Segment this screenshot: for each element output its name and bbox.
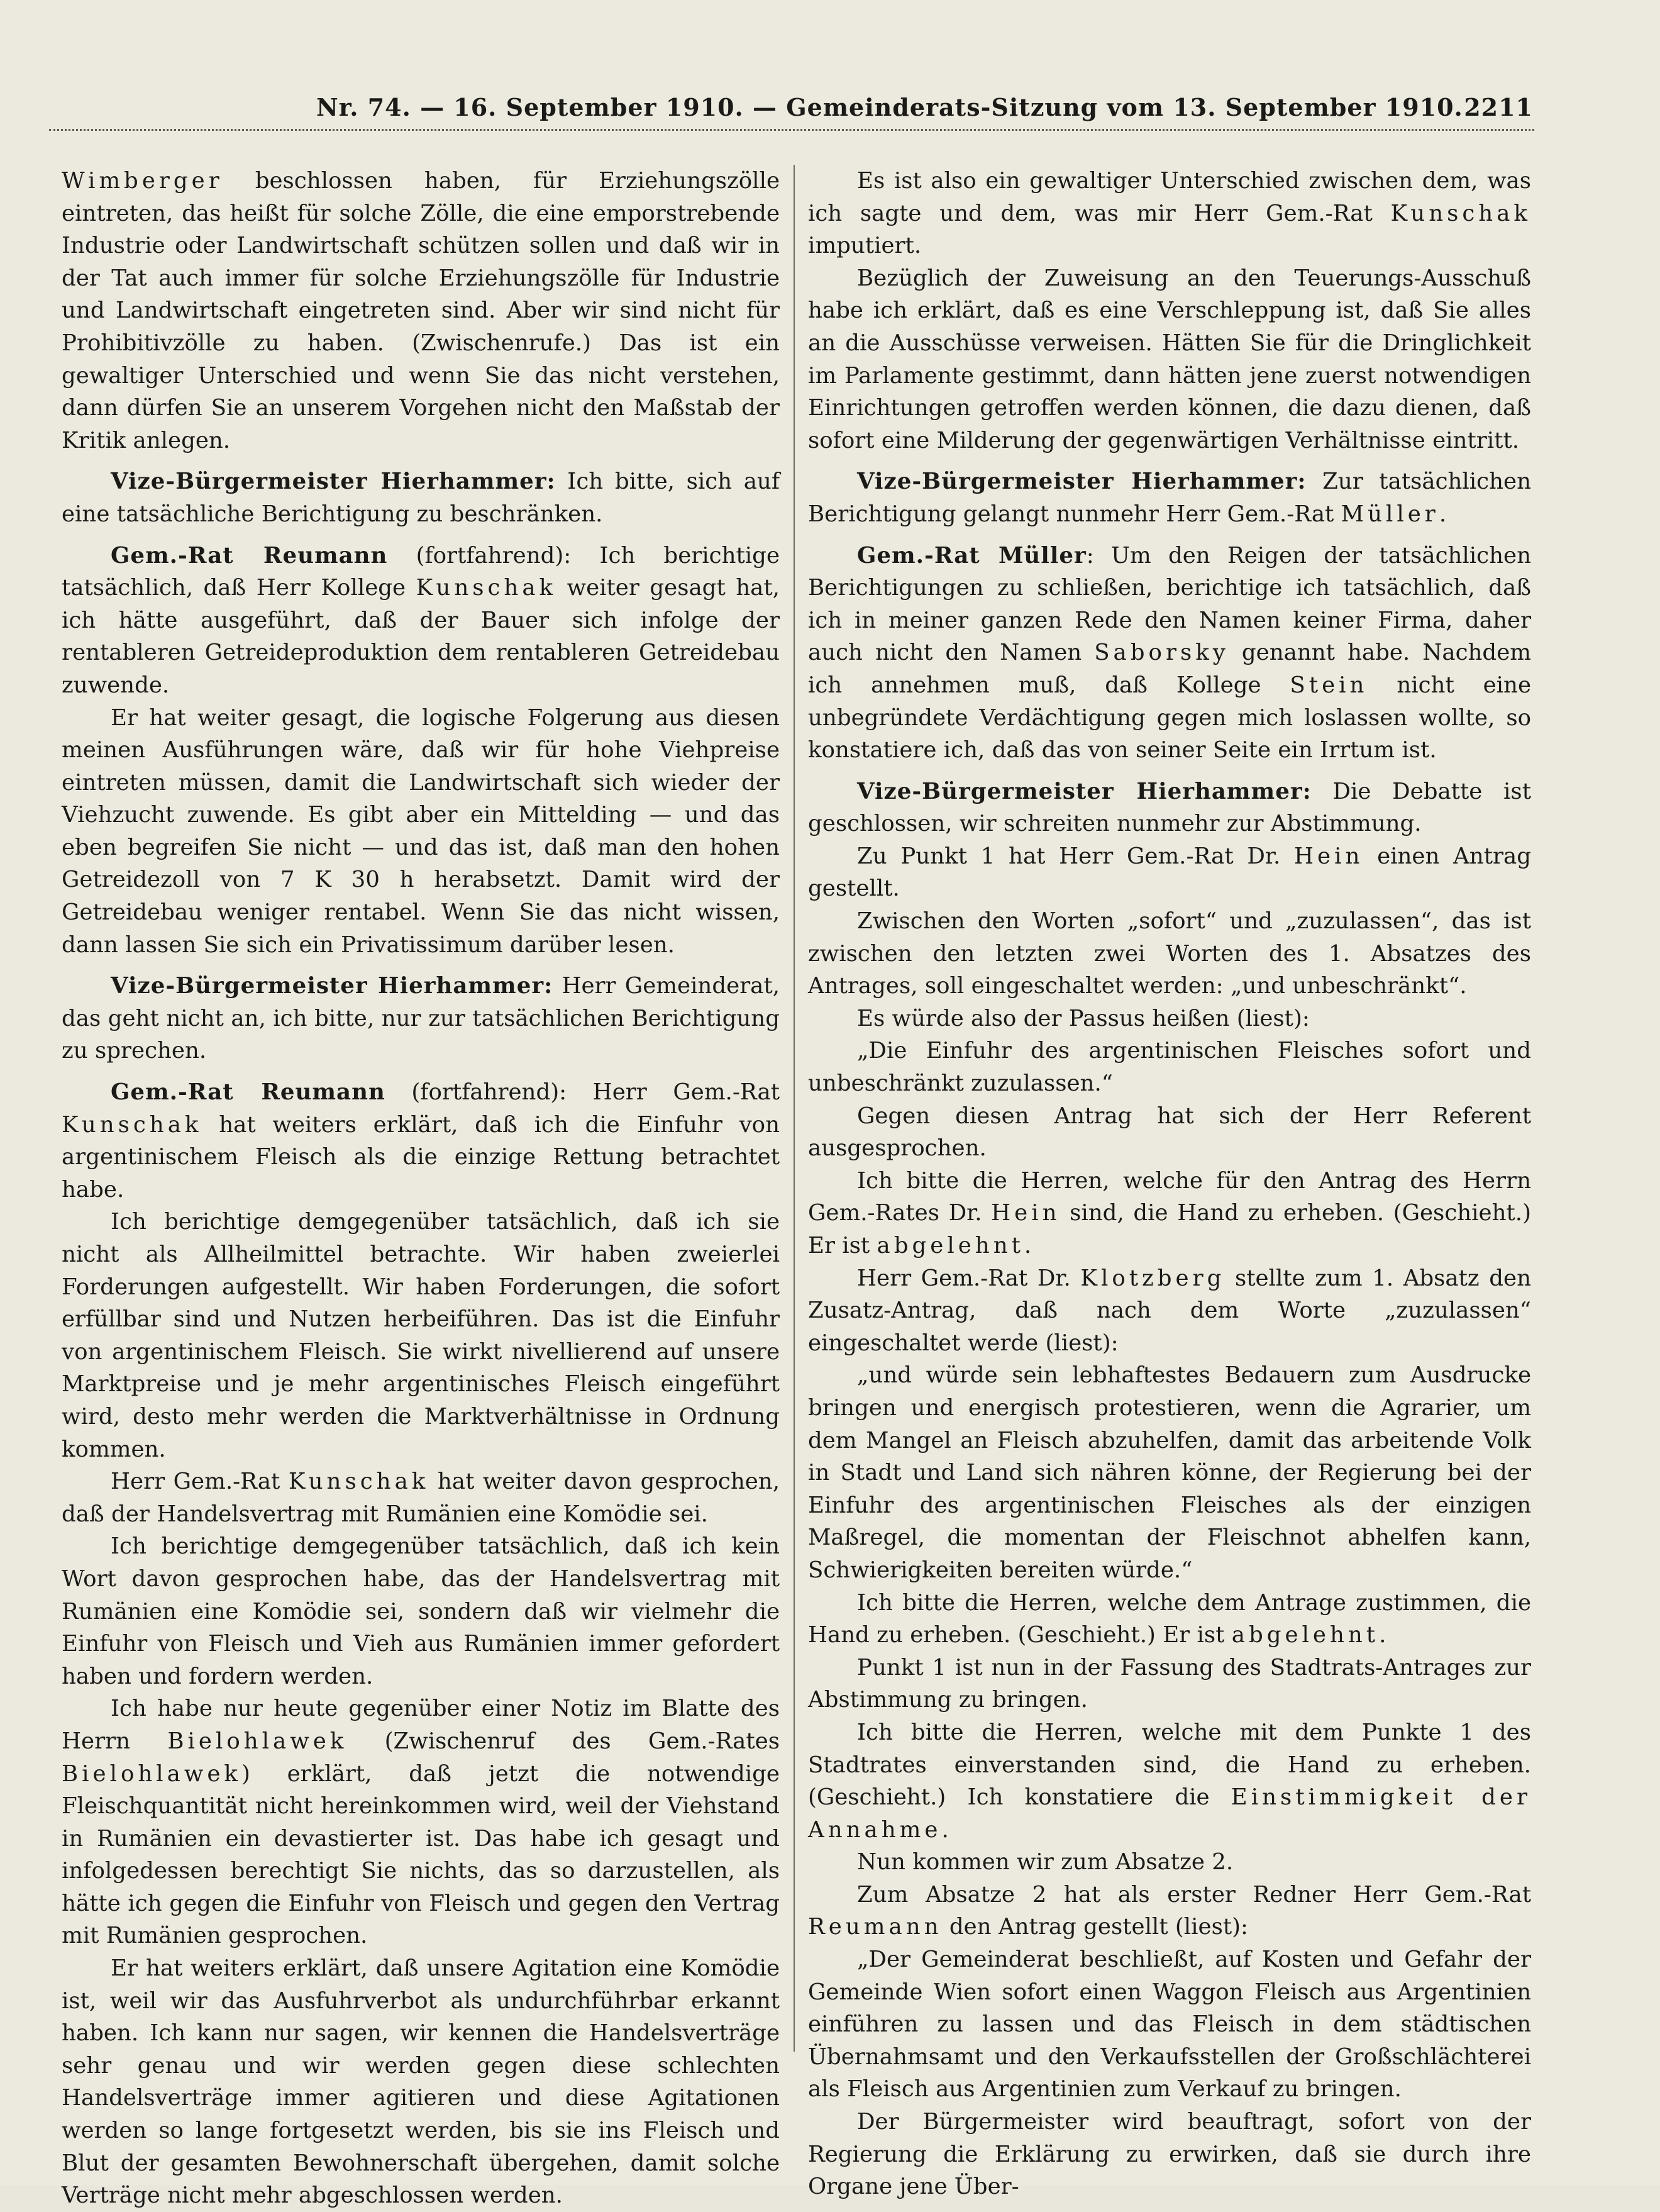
paragraph bbox=[808, 1879, 1531, 1943]
text-run: hat weiters erklärt, daß ich die Einfuhr von argentinischem Fleisch als die einzige Rettung betrachtet habe. bbox=[62, 1111, 780, 1203]
spaced-name: abgelehnt bbox=[1231, 1622, 1380, 1648]
text-run: Zwischen den Worten „sofort“ und „zuzulassen“, das ist zwischen den letzten zwei Worten des 1. Absatzes des Antrages, soll eingeschaltet werden: „und unbeschränkt“. bbox=[808, 908, 1531, 999]
speaker-name: Vize-Bürgermeister Hierhammer: bbox=[857, 778, 1312, 804]
spaced-name: Kunschak bbox=[62, 1111, 202, 1138]
spaced-name: Müller bbox=[1341, 501, 1439, 527]
spaced-name: Bielohlawek bbox=[62, 1760, 241, 1787]
text-run: . bbox=[1439, 501, 1447, 527]
page-number: 2211 bbox=[1464, 93, 1533, 121]
page-header bbox=[49, 88, 1533, 132]
text-run: Ich bitte die Herren, welche für den Antrag des Herrn Gem.-Rates Dr. bbox=[808, 1167, 1531, 1226]
text-run: Er hat weiter gesagt, die logische Folgerung aus diesen meinen Ausführungen wäre, daß wir für hohe Viehpreise eintreten müssen, damit die Landwirtschaft sich wieder der Viehzucht zuwende. Es gibt aber ein Mittelding — und das eben begreifen Sie nicht — und das ist, daß man den hohen Getreidezoll von 7 K 30 h herabsetzt. Damit wird der Getreidebau weniger rentabel. Wenn Sie das nicht wissen, dann lassen Sie sich ein Privatissimum darüber lesen. bbox=[62, 704, 780, 958]
paragraph bbox=[62, 465, 780, 530]
paragraph bbox=[808, 1716, 1531, 1846]
text-run: : Um den Reigen der tatsächlichen Berichtigungen zu schließen, berichtige ich tatsächlich, daß ich in meiner ganzen Rede den Namen keiner Firma, daher auch nicht den Namen bbox=[808, 542, 1531, 666]
text-run: Ich bitte die Herren, welche mit dem Punkte 1 des Stadtrates einverstanden sind, die Hand zu erheben. (Geschieht.) Ich konstatiere die bbox=[808, 1719, 1531, 1811]
text-run: Herr Gem.-Rat Dr. bbox=[857, 1265, 1081, 1291]
header-rule bbox=[49, 129, 1534, 137]
text-run: Gegen diesen Antrag hat sich der Herr Referent ausgesprochen. bbox=[808, 1103, 1531, 1162]
text-run: Zu Punkt 1 hat Herr Gem.-Rat Dr. bbox=[857, 843, 1294, 869]
right-column bbox=[808, 165, 1532, 2200]
text-run: Die Debatte ist geschlossen, wir schreiten nunmehr zur Abstimmung. bbox=[808, 778, 1531, 837]
spaced-name: Wimberger bbox=[62, 168, 223, 194]
text-run: genannt habe. Nachdem ich annehmen muß, daß Kollege bbox=[808, 640, 1531, 698]
spaced-name: Hein bbox=[991, 1200, 1061, 1226]
text-run: einen Antrag gestellt. bbox=[808, 843, 1531, 902]
paragraph bbox=[808, 2106, 1531, 2203]
paragraph bbox=[62, 1692, 780, 1952]
running-title: Nr. 74. — 16. September 1910. — Gemeinderats-Sitzung vom 13. September 1910. bbox=[316, 93, 1463, 121]
speaker-name: Gem.-Rat Müller bbox=[857, 542, 1087, 569]
text-run: . bbox=[1379, 1622, 1386, 1648]
paragraph bbox=[808, 262, 1531, 457]
text-run: Punkt 1 ist nun in der Fassung des Stadtrats-Antrages zur Abstimmung zu bringen. bbox=[808, 1654, 1531, 1713]
spaced-name: Kunschak bbox=[416, 575, 557, 601]
text-run: Ich berichtige demgegenüber tatsächlich, daß ich sie nicht als Allheilmittel betrachte. Wir haben zweierlei Forderungen aufgestellt. Wir haben Forderungen, die sofort erfüllbar sind und Nutzen herbeiführen. Das ist die Einfuhr von argentinischem Fleisch. Sie wirkt nivellierend auf unsere Marktpreise und je mehr argentinisches Fleisch eingeführt wird, desto mehr werden die Marktverhältnisse in Ordnung kommen. bbox=[62, 1209, 780, 1462]
text-run: sind, die Hand zu erheben. (Geschieht.) Er ist bbox=[808, 1200, 1531, 1259]
paragraph bbox=[808, 540, 1531, 767]
paragraph bbox=[808, 1652, 1531, 1716]
paragraph bbox=[808, 840, 1531, 905]
speaker-name: Vize-Bürgermeister Hierhammer: bbox=[111, 469, 556, 495]
text-run: Zum Absatze 2 hat als erster Redner Herr Gem.-Rat bbox=[857, 1881, 1531, 1908]
speaker-name: Gem.-Rat Reumann bbox=[111, 542, 388, 569]
text-run: (fortfahrend): Ich berichtige tatsächlich, daß Herr Kollege bbox=[62, 542, 780, 601]
spaced-name: Reumann bbox=[808, 1914, 943, 1940]
text-run: „Der Gemeinderat beschließt, auf Kosten und Gefahr der Gemeinde Wien sofort einen Waggon Fleisch aus Argentinien einführen zu lassen und das Fleisch in dem städtischen Übernahmsamt und den Verkaufsstellen der Großschlächterei als Fleisch aus Argentinien zum Verkauf zu bringen. bbox=[808, 1947, 1531, 2103]
text-run: Herr Gemeinderat, das geht nicht an, ich bitte, nur zur tatsächlichen Berichtigung zu sprechen. bbox=[62, 973, 780, 1064]
text-run: „Die Einfuhr des argentinischen Fleisches sofort und unbeschränkt zuzulassen.“ bbox=[808, 1038, 1531, 1097]
text-run: Nun kommen wir zum Absatze 2. bbox=[857, 1849, 1234, 1876]
text-run: Ich bitte die Herren, welche dem Antrage zustimmen, die Hand zu erheben. (Geschieht.) Er ist bbox=[808, 1589, 1531, 1648]
paragraph bbox=[808, 1035, 1531, 1099]
text-run: Zur tatsächlichen Berichtigung gelangt nunmehr Herr Gem.-Rat bbox=[808, 469, 1531, 527]
text-run: Ich bitte, sich auf eine tatsächliche Berichtigung zu beschränken. bbox=[62, 469, 780, 527]
paragraph bbox=[808, 1262, 1531, 1360]
left-column bbox=[62, 165, 780, 2209]
text-run: Er hat weiters erklärt, daß unsere Agitation eine Komödie ist, weil wir das Ausfuhrverbot als undurchführbar erkannt haben. Ich kann nur sagen, wir kennen die Handelsverträge sehr genau und wir werden gegen diese schlechten Handelsverträge immer agitieren und diese Agitationen werden so lange fortgesetzt werden, bis sie ins Fleisch und Blut der gesamten Bewohnerschaft übergehen, damit solche Verträge nicht mehr abgeschlossen werden. bbox=[62, 1955, 780, 2209]
text-run: Bezüglich der Zuweisung an den Teuerungs-Ausschuß habe ich erklärt, daß es eine Verschleppung ist, daß Sie alles an die Ausschüsse verweisen. Hätten Sie für die Dringlichkeit im Parlamente gestimmt, dann hätten jene zuerst notwendigen Einrichtungen getroffen werden können, die dazu dienen, daß sofort eine Milderung der gegenwärtigen Verhältnisse eintritt. bbox=[808, 265, 1531, 453]
text-run: Ich habe nur heute gegenüber einer Notiz im Blatte des Herrn bbox=[62, 1696, 780, 1754]
paragraph bbox=[62, 1465, 780, 1530]
spaced-name: Bielohlawek bbox=[167, 1728, 348, 1754]
spaced-name: Stein bbox=[1290, 672, 1368, 698]
text-run: Es würde also der Passus heißen (liest): bbox=[857, 1005, 1310, 1031]
paragraph bbox=[808, 1587, 1531, 1652]
paragraph bbox=[62, 1076, 780, 1206]
paragraph bbox=[62, 540, 780, 702]
paragraph bbox=[808, 1359, 1531, 1586]
spaced-name: Kunschak bbox=[1390, 200, 1531, 226]
text-run: den Antrag gestellt (liest): bbox=[942, 1914, 1249, 1940]
paragraph bbox=[62, 970, 780, 1067]
paragraph bbox=[62, 1952, 780, 2212]
paragraph bbox=[808, 1003, 1531, 1035]
speaker-name: Vize-Bürgermeister Hierhammer: bbox=[111, 973, 553, 999]
paragraph bbox=[62, 1206, 780, 1465]
spaced-name: Kunschak bbox=[288, 1469, 429, 1495]
text-run: Es ist also ein gewaltiger Unterschied zwischen dem, was ich sagte und dem, was mir Herr Gem.-Rat bbox=[808, 168, 1531, 226]
text-run: Der Bürgermeister wird beauftragt, sofort von der Regierung die Erklärung zu erwirken, daß sie durch ihre Organe jene Über- bbox=[808, 2109, 1531, 2200]
spaced-name: Saborsky bbox=[1094, 640, 1229, 666]
text-run: hat weiter davon gesprochen, daß der Handelsvertrag mit Rumänien eine Komödie sei. bbox=[62, 1469, 780, 1527]
paragraph bbox=[62, 1530, 780, 1692]
speaker-name: Gem.-Rat Reumann bbox=[111, 1079, 385, 1106]
paragraph bbox=[808, 1100, 1531, 1165]
paragraph bbox=[808, 465, 1531, 530]
spaced-name: Einstimmigkeit der Annahme bbox=[808, 1784, 1531, 1843]
text-run: . bbox=[1024, 1233, 1032, 1259]
text-run: beschlossen haben, für Erziehungszölle eintreten, das heißt für solche Zölle, die eine emporstrebende Industrie oder Landwirtschaft schützen sollen und daß wir in der Tat auch immer für solche Erziehungszölle für Industrie und Landwirtschaft eingetreten sind. Aber wir sind nicht für Prohibitivzölle zu haben. (Zwischenrufe.) Das ist ein gewaltiger Unterschied und wenn Sie das nicht verstehen, dann dürfen Sie an unserem Vorgehen nicht den Maßstab der Kritik anlegen. bbox=[62, 168, 780, 453]
paragraph bbox=[62, 702, 780, 962]
text-run: (Zwischenruf des Gem.-Rates bbox=[347, 1728, 780, 1754]
text-run: ) erklärt, daß jetzt die notwendige Fleischquantität nicht hereinkommen wird, weil der Viehstand in Rumänien ein devastierter ist. Das habe ich gesagt und infolgedessen berechtigt Sie nichts, das so darzustellen, als hätte ich gegen die Einfuhr von Fleisch und gegen den Vertrag mit Rumänien gesprochen. bbox=[62, 1760, 780, 1949]
paragraph bbox=[808, 1846, 1531, 1879]
speaker-name: Vize-Bürgermeister Hierhammer: bbox=[857, 469, 1307, 495]
text-run: imputiert. bbox=[808, 233, 922, 259]
spaced-name: Klotzberg bbox=[1080, 1265, 1226, 1291]
paragraph bbox=[808, 1165, 1531, 1262]
text-run: Herr Gem.-Rat bbox=[111, 1469, 289, 1495]
column-divider bbox=[794, 165, 795, 2052]
text-run: nicht eine unbegründete Verdächtigung gegen mich loslassen wollte, so konstatiere ich, daß das von seiner Seite ein Irrtum ist. bbox=[808, 672, 1532, 764]
paragraph bbox=[808, 905, 1531, 1003]
spaced-name: Hein bbox=[1293, 843, 1364, 869]
text-run: „und würde sein lebhaftestes Bedauern zum Ausdrucke bringen und energisch protestieren, wenn die Agrarier, um dem Mangel an Fleisch abzuhelfen, damit das arbeitende Volk in Stadt und Land sich nähren könne, der Regierung bei der Einfuhr des argentinischen Fleisches als der einzigen Maßregel, die momentan der Fleischnot abhelfen kann, Schwierigkeiten bereiten würde.“ bbox=[808, 1362, 1531, 1583]
paragraph bbox=[62, 165, 780, 457]
text-run: stellte zum 1. Absatz den Zusatz-Antrag, daß nach dem Worte „zuzulassen“ eingeschaltet werde (liest): bbox=[808, 1265, 1531, 1356]
paragraph bbox=[808, 1943, 1531, 2106]
text-run: (fortfahrend): Herr Gem.-Rat bbox=[385, 1079, 780, 1106]
paragraph bbox=[808, 775, 1531, 840]
text-run: Ich berichtige demgegenüber tatsächlich, daß ich kein Wort davon gesprochen habe, das der Handelsvertrag mit Rumänien eine Komödie sei, sondern daß wir vielmehr die Einfuhr von Fleisch und Vieh aus Rumänien immer gefordert haben und fordern werden. bbox=[62, 1533, 780, 1689]
spaced-name: abgelehnt bbox=[877, 1233, 1024, 1259]
paragraph bbox=[808, 165, 1531, 262]
text-run: . bbox=[941, 1816, 949, 1843]
text-run: weiter gesagt hat, ich hätte ausgeführt, daß der Bauer sich infolge der rentableren Getreideproduktion dem rentableren Getreidebau zuwende. bbox=[62, 575, 780, 698]
